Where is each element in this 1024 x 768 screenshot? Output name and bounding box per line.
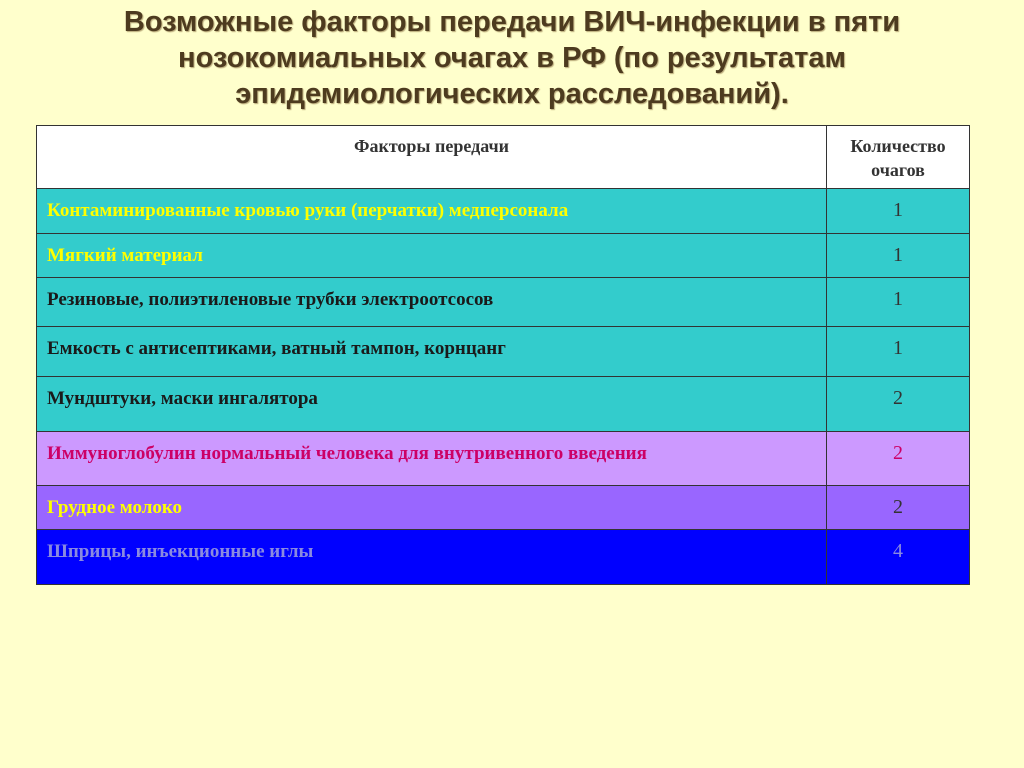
count-cell: 2 — [827, 486, 970, 530]
count-cell: 2 — [827, 432, 970, 486]
table-header-row — [37, 126, 970, 189]
count-cell: 4 — [827, 530, 970, 585]
factor-cell: Контаминированные кровью руки (перчатки) медперсонала — [37, 189, 827, 234]
slide-title — [20, 4, 1004, 112]
factor-cell: Иммуноглобулин нормальный человека для внутривенного введения — [37, 432, 827, 486]
factor-cell: Грудное молоко — [37, 486, 827, 530]
title-line-1: Возможные факторы передачи ВИЧ-инфекции в пяти — [123, 6, 901, 38]
table-row — [37, 530, 970, 585]
factor-cell: Мундштуки, маски ингалятора — [37, 377, 827, 432]
transmission-factors-table — [36, 125, 970, 585]
factor-cell: Шприцы, инъекционные иглы — [37, 530, 827, 585]
count-cell: 1 — [827, 327, 970, 377]
count-cell: 1 — [827, 189, 970, 234]
count-cell: 1 — [827, 234, 970, 278]
table-row — [37, 234, 970, 278]
header-count: Количество очагов — [827, 126, 970, 189]
factor-cell: Резиновые, полиэтиленовые трубки электроотсосов — [37, 278, 827, 327]
table-row — [37, 486, 970, 530]
header-factor: Факторы передачи — [37, 126, 827, 189]
factor-cell: Емкость с антисептиками, ватный тампон, корнцанг — [37, 327, 827, 377]
factor-cell: Мягкий материал — [37, 234, 827, 278]
table-row — [37, 432, 970, 486]
title-line-2: нозокомиальных очагах в РФ (по результатам — [178, 42, 846, 74]
table-row — [37, 327, 970, 377]
table-row — [37, 377, 970, 432]
table-row — [37, 189, 970, 234]
title-line-3: эпидемиологических расследований). — [235, 78, 789, 110]
count-cell: 2 — [827, 377, 970, 432]
table-row — [37, 278, 970, 327]
count-cell: 1 — [827, 278, 970, 327]
